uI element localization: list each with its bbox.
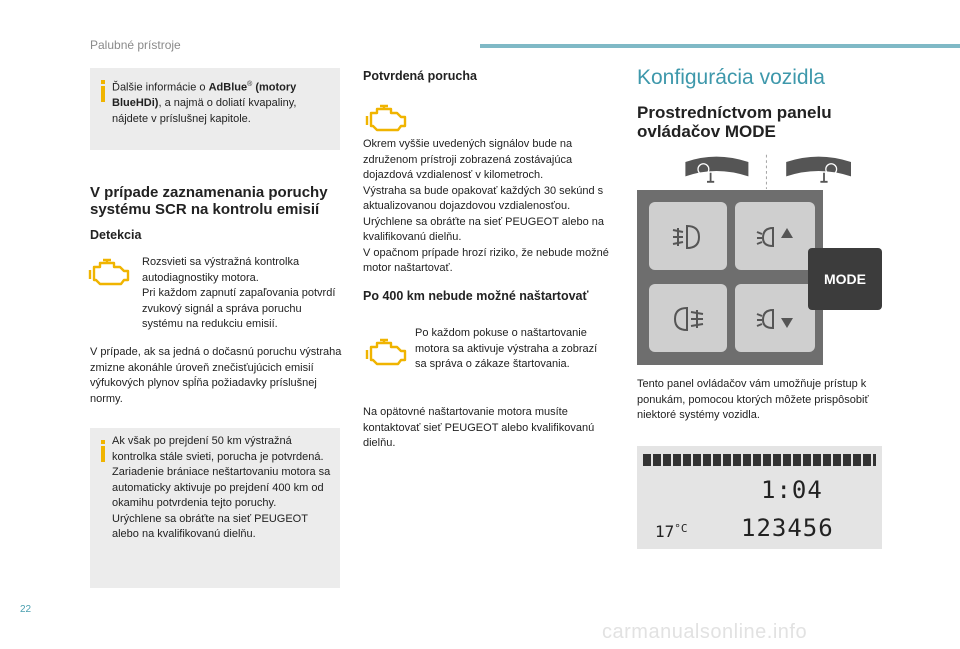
detection-text: Rozsvieti sa výstražná kontrolka autodiagnostiky motora. Pri každom zapnutí zapaľovania potvrdí zvukový signál a správa poruchu systému na redukciu emisií.: [142, 256, 336, 330]
lights-down-button[interactable]: [735, 284, 815, 352]
restart-contact-text: Na opätovné naštartovanie motora musíte kontaktovať sieť PEUGEOT alebo kvalifikovanú dielňu.: [363, 406, 595, 449]
info-icon: [96, 80, 110, 102]
confirmed-fault-text: Okrem vyššie uvedených signálov bude na združenom prístroji zobrazená zostávajúca dojazdová vzdialenosť v kilometroch. Výstraha sa bude opakovať každých 30 sekúnd s aktualizovanou dojazdovou vzdialenosťou. Urýchlene sa obráťte na sieť PEUGEOT alebo na kvalifikovanú dielňu. V opačnom prípade hrozí riziko, že nebude možné motor naštartovať.: [363, 138, 609, 274]
front-fog-light-icon: [669, 222, 709, 252]
page-number: 22: [20, 604, 32, 615]
front-fog-button[interactable]: [649, 202, 727, 270]
heading-confirmed-fault: Potvrdená porucha: [363, 69, 477, 83]
header-rule: [480, 44, 960, 48]
mode-panel-heading: Prostredníctvom panelu ovládačov MODE: [637, 103, 832, 141]
headlight-down-icon: [753, 304, 799, 334]
engine-warning-icon: [365, 338, 409, 368]
display-time: 1:04: [761, 476, 823, 504]
mode-control-panel: [637, 190, 823, 365]
engine-warning-icon: [88, 258, 132, 288]
temporary-fault-text: V prípade, ak sa jedná o dočasnú poruchu výstraha zmizne akonáhle úroveň znečisťujúcich emisií výfukových plynov spĺňa požiadavky príslušnej normy.: [90, 346, 342, 405]
mode-button-label: MODE: [824, 271, 866, 287]
start-block-text: Po každom pokuse o naštartovanie motora sa aktivuje výstraha a zobrazí sa správa o zákaze štartovania.: [415, 327, 598, 370]
info-icon: [96, 440, 110, 462]
info-note-confirmed: [90, 428, 340, 588]
instrument-display: [637, 446, 882, 549]
vehicle-mirror-illustration: [680, 153, 860, 189]
headlight-up-icon: [753, 222, 799, 252]
rear-fog-button[interactable]: [649, 284, 727, 352]
mode-panel-description: Tento panel ovládačov vám umožňuje prístup k ponukám, pomocou ktorých môžete prispôsobiť niektoré systémy vozidla.: [637, 378, 869, 421]
info-note-text: Ďalšie informácie o AdBlue® (motory BlueHDi), a najmä o doliatí kvapaliny, nájdete v príslušnej kapitole.: [112, 81, 297, 125]
engine-warning-icon: [365, 104, 409, 134]
mode-button[interactable]: [808, 248, 882, 310]
heading-after-400km: Po 400 km nebude možné naštartovať: [363, 289, 589, 303]
lights-up-button[interactable]: [735, 202, 815, 270]
rear-fog-light-icon: [669, 304, 709, 334]
subheading-detection: Detekcia: [90, 228, 142, 242]
page-title: Konfigurácia vozidla: [637, 66, 825, 89]
section-header: Palubné prístroje: [90, 38, 181, 52]
section-heading-scr-fault: V prípade zaznamenania poruchy systému SCR na kontrolu emisií: [90, 184, 328, 218]
info-note-adblue: [90, 68, 340, 150]
info-note-text: Ak však po prejdení 50 km výstražná kontrolka stále svieti, porucha je potvrdená. Zariadenie bránіace neštartovaniu motora sa automaticky aktivuje po prejdení 400 km od okamihu potvrdenia tejto poruchy. Urýchlene sa obráťte na sieť PEUGEOT alebo na kvalifikovanú dielňu.: [112, 435, 331, 540]
display-temperature: $17^{^\circ C}$: [655, 522, 688, 541]
display-segment-bar: [643, 454, 876, 466]
display-odometer: 123456: [741, 514, 834, 542]
watermark: carmanualsonline.info: [602, 621, 808, 643]
